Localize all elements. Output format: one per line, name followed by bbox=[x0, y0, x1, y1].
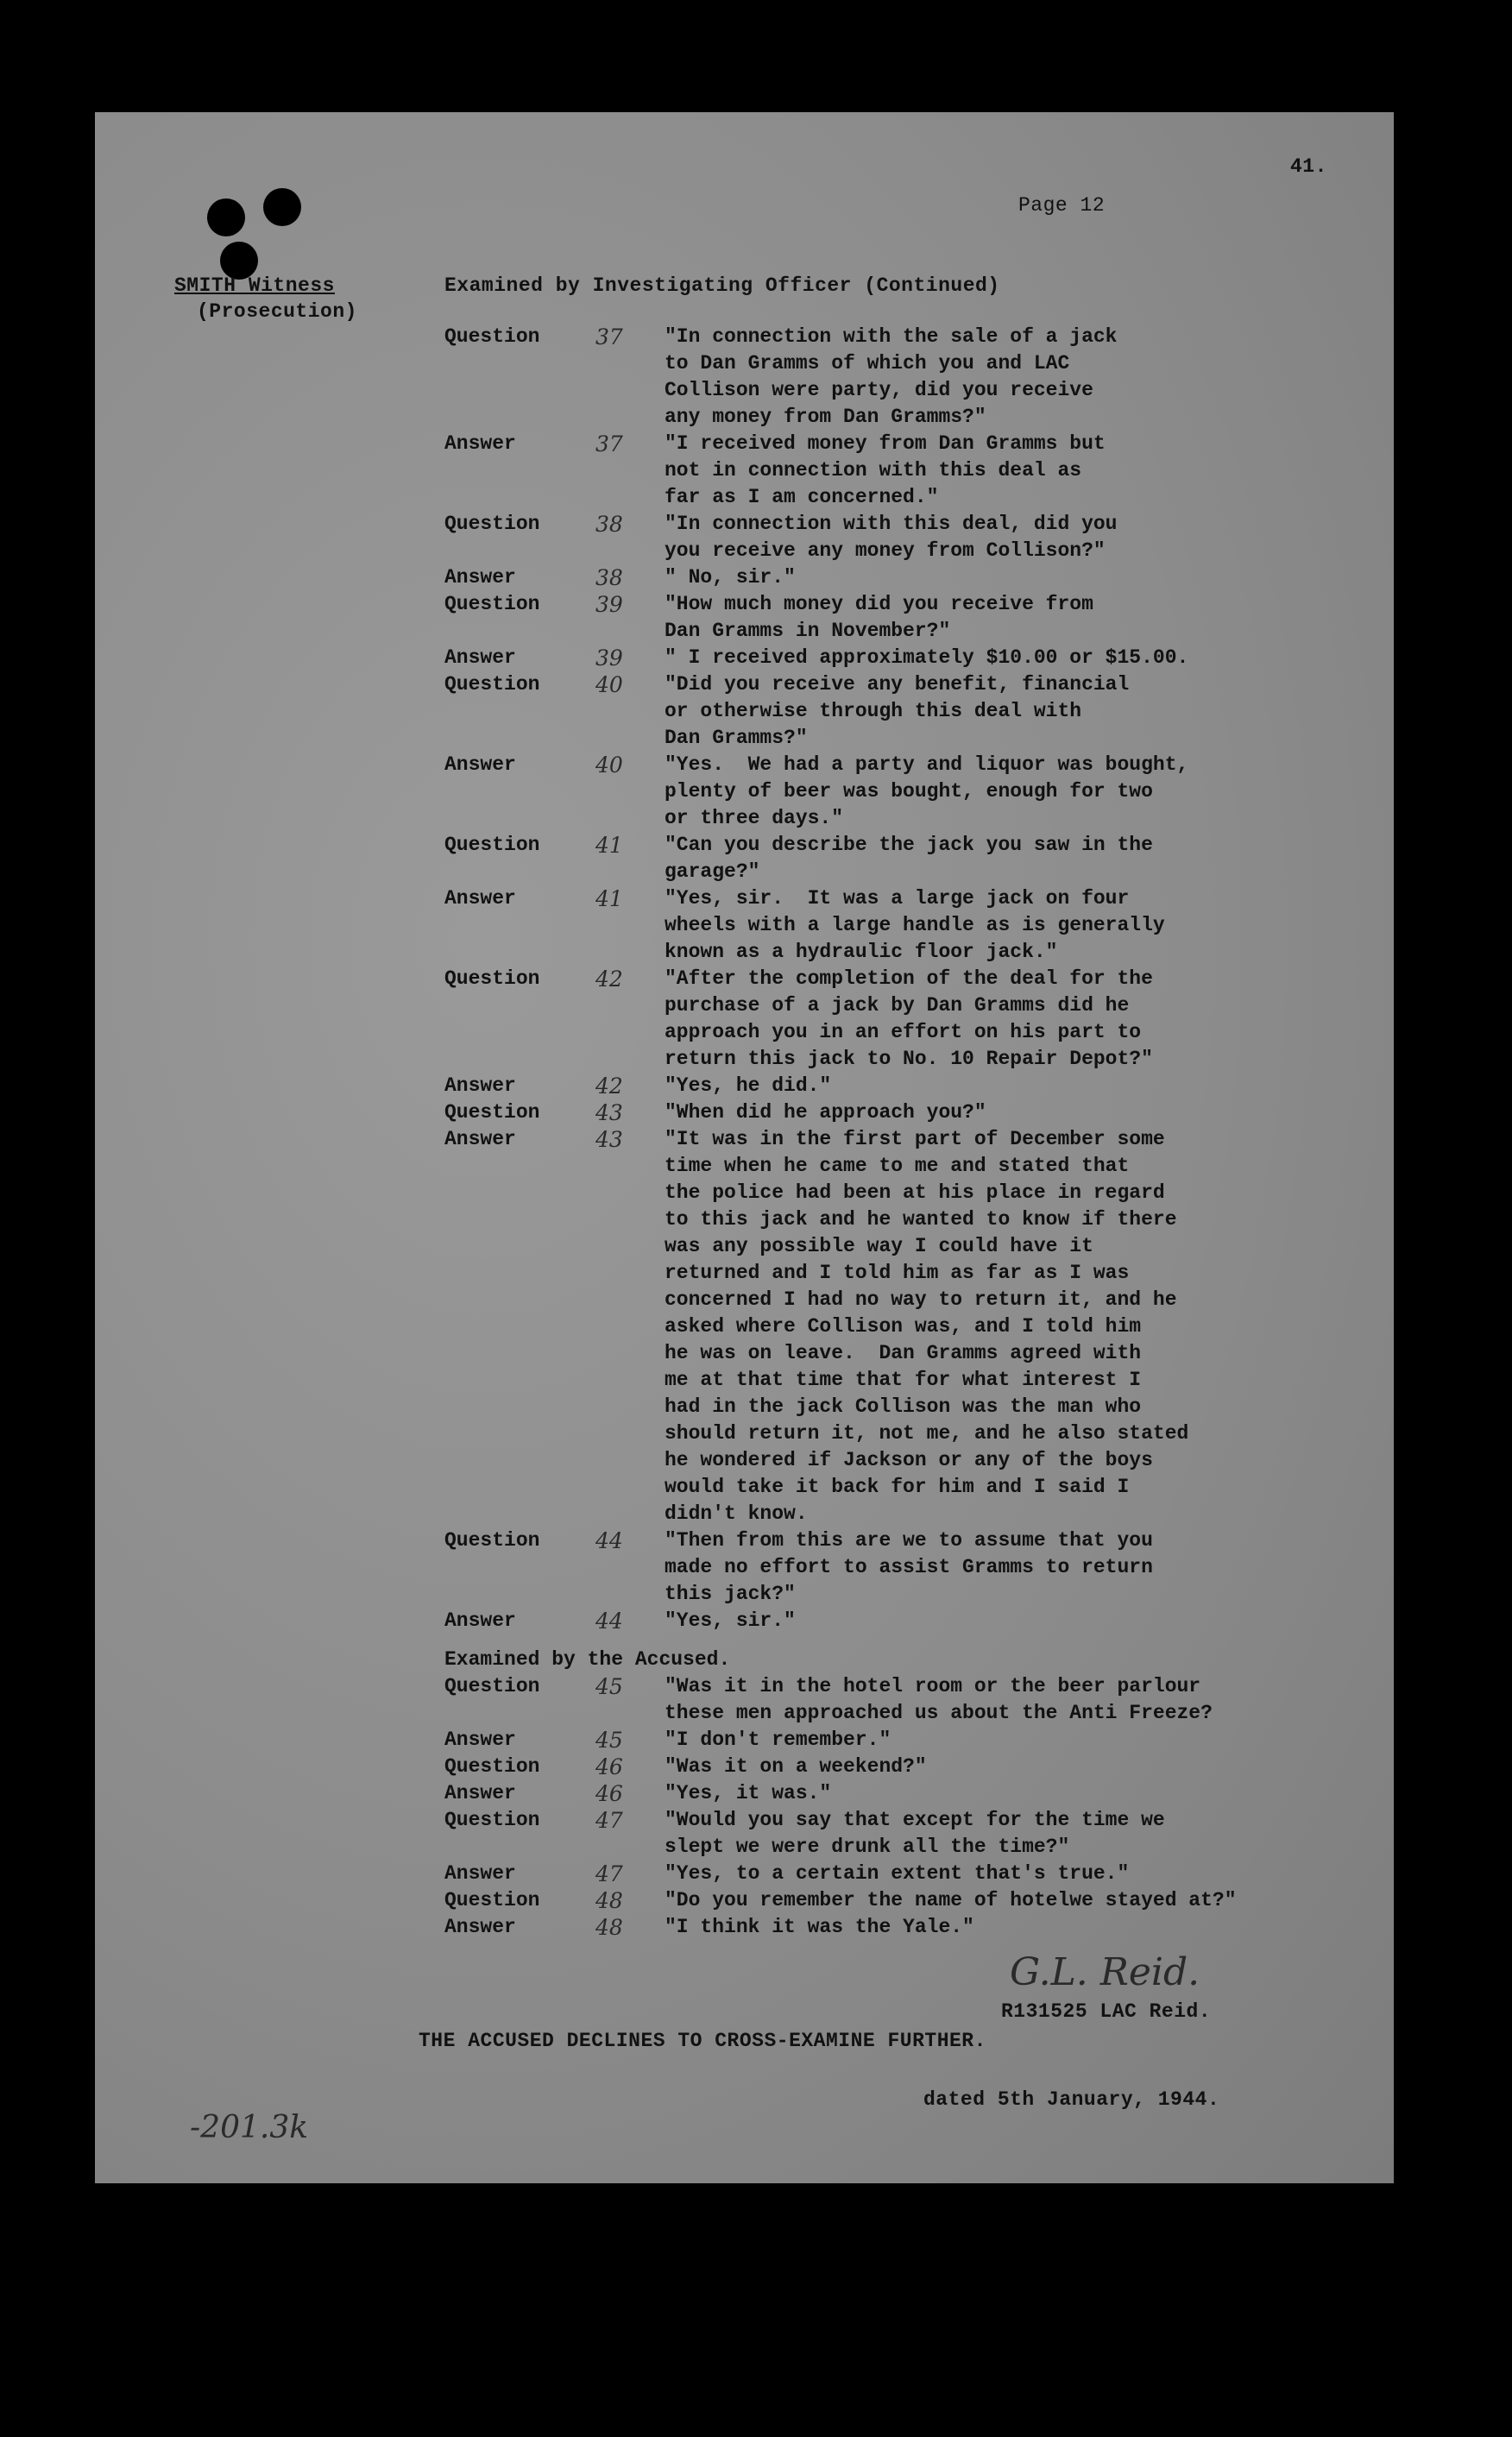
entry-number: 42 bbox=[595, 967, 623, 992]
signature: G.L. Reid. bbox=[1010, 1950, 1200, 1994]
qa-entry bbox=[444, 1887, 1351, 1914]
entry-text: " No, sir." bbox=[665, 566, 796, 589]
entry-label: Answer bbox=[444, 1862, 516, 1885]
qa-entry bbox=[444, 1754, 1351, 1780]
qa-entry bbox=[444, 671, 1351, 752]
entry-label: Question bbox=[444, 1889, 540, 1911]
entry-text: "Yes, sir." bbox=[665, 1609, 796, 1632]
entry-number: 46 bbox=[595, 1754, 623, 1779]
entry-number: 44 bbox=[595, 1528, 623, 1553]
entry-text: "Would you say that except for the time we slept we were drunk all the time?" bbox=[665, 1809, 1165, 1858]
signer-name: R131525 LAC Reid. bbox=[1001, 2000, 1212, 2023]
entry-number: 38 bbox=[595, 512, 623, 537]
entry-number: 48 bbox=[595, 1888, 623, 1913]
entry-text: "In connection with the sale of a jack to Dan Gramms of which you and LAC Collison were party, did you receive any money from Dan Gramms?" bbox=[665, 325, 1118, 428]
entry-text: "Yes, to a certain extent that's true." bbox=[665, 1862, 1130, 1885]
margin-note: -201.3k bbox=[190, 2110, 309, 2145]
entry-text: "Yes, he did." bbox=[665, 1074, 832, 1097]
document-page bbox=[95, 112, 1394, 2183]
punch-hole bbox=[263, 188, 301, 226]
qa-entry bbox=[444, 1126, 1351, 1527]
qa-entry bbox=[444, 431, 1351, 511]
entry-text: "When did he approach you?" bbox=[665, 1101, 986, 1124]
entry-number: 40 bbox=[595, 753, 623, 778]
entry-label: Question bbox=[444, 834, 540, 856]
entry-label: Question bbox=[444, 513, 540, 535]
date-line: dated 5th January, 1944. bbox=[923, 2088, 1220, 2111]
qa-entry bbox=[444, 1099, 1351, 1126]
entry-label: Question bbox=[444, 673, 540, 696]
entry-number: 41 bbox=[595, 833, 623, 858]
witness-label: SMITH Witness bbox=[174, 274, 335, 297]
entry-number: 41 bbox=[595, 886, 623, 911]
entry-text: " I received approximately $10.00 or $15.00. bbox=[665, 646, 1189, 669]
entry-label: Answer bbox=[444, 1128, 516, 1150]
qa-entry bbox=[444, 645, 1351, 671]
entry-label: Question bbox=[444, 325, 540, 348]
entry-number: 45 bbox=[595, 1674, 623, 1699]
entry-number: 47 bbox=[595, 1861, 623, 1886]
entry-label: Answer bbox=[444, 1782, 516, 1804]
entry-label: Answer bbox=[444, 1074, 516, 1097]
punch-hole bbox=[207, 198, 245, 236]
qa-entry bbox=[444, 564, 1351, 591]
entry-number: 43 bbox=[595, 1100, 623, 1125]
witness-role: (Prosecution) bbox=[197, 300, 357, 323]
entry-number: 37 bbox=[595, 324, 623, 349]
entry-text: "Did you receive any benefit, financial or otherwise through this deal with Dan Gramms?" bbox=[665, 673, 1130, 749]
qa-entry bbox=[444, 1914, 1351, 1941]
entry-number: 48 bbox=[595, 1915, 623, 1940]
entry-label: Answer bbox=[444, 753, 516, 776]
declines-statement: THE ACCUSED DECLINES TO CROSS-EXAMINE FURTHER. bbox=[419, 2030, 986, 2052]
qa-entry bbox=[444, 591, 1351, 645]
entry-text: "I received money from Dan Gramms but not in connection with this deal as far as I am concerned." bbox=[665, 432, 1106, 508]
qa-entry bbox=[444, 1073, 1351, 1099]
entry-label: Question bbox=[444, 1675, 540, 1697]
page-label: Page 12 bbox=[1018, 194, 1106, 217]
entry-text: "Was it in the hotel room or the beer parlour these men approached us about the Anti Freeze? bbox=[665, 1675, 1213, 1724]
entry-number: 46 bbox=[595, 1781, 623, 1806]
entry-label: Answer bbox=[444, 432, 516, 455]
qa-entry bbox=[444, 1673, 1351, 1727]
entry-text: "After the completion of the deal for the purchase of a jack by Dan Gramms did he approach you in an effort on his part to return this jack to No. 10 Repair Depot?" bbox=[665, 967, 1153, 1070]
entry-label: Question bbox=[444, 1529, 540, 1552]
entry-label: Answer bbox=[444, 1729, 516, 1751]
entry-number: 47 bbox=[595, 1808, 623, 1833]
entry-number: 44 bbox=[595, 1609, 623, 1634]
qa-entry bbox=[444, 1807, 1351, 1861]
entry-text: "It was in the first part of December some time when he came to me and stated that the police had been at his place in regard to this jack and he wanted to know if there was any possible way I could have it returned and I told him as far as I was concerned I had no way to return it, and he asked where Collison was, and I told him he was on leave. Dan Gramms agreed with me at that time that for what interest I had in the jack Collison was the man who should return it, not me, and he also stated he wondered if Jackson or any of the boys would take it back for him and I said I didn't know. bbox=[665, 1128, 1189, 1525]
entry-number: 45 bbox=[595, 1728, 623, 1753]
entry-label: Answer bbox=[444, 1609, 516, 1632]
qa-entry bbox=[444, 1608, 1351, 1634]
entry-text: "Can you describe the jack you saw in the garage?" bbox=[665, 834, 1153, 883]
entry-number: 39 bbox=[595, 645, 623, 671]
entry-label: Answer bbox=[444, 646, 516, 669]
entry-text: "I don't remember." bbox=[665, 1729, 891, 1751]
qa-entry bbox=[444, 1780, 1351, 1807]
entry-text: "How much money did you receive from Dan Gramms in November?" bbox=[665, 593, 1093, 642]
entry-number: 39 bbox=[595, 592, 623, 617]
entry-label: Question bbox=[444, 1755, 540, 1778]
entry-label: Question bbox=[444, 967, 540, 990]
entry-label: Question bbox=[444, 1101, 540, 1124]
qa-entry bbox=[444, 832, 1351, 885]
entry-label: Question bbox=[444, 1809, 540, 1831]
entry-label: Answer bbox=[444, 1916, 516, 1938]
entry-label: Answer bbox=[444, 887, 516, 910]
entry-text: "Was it on a weekend?" bbox=[665, 1755, 927, 1778]
entry-number: 38 bbox=[595, 565, 623, 590]
qa-entry bbox=[444, 966, 1351, 1073]
entry-text: "In connection with this deal, did you you receive any money from Collison?" bbox=[665, 513, 1118, 562]
entry-text: "Yes, it was." bbox=[665, 1782, 832, 1804]
entry-number: 40 bbox=[595, 672, 623, 697]
entry-text: "I think it was the Yale." bbox=[665, 1916, 974, 1938]
entry-text: "Yes, sir. It was a large jack on four wheels with a large handle as is generally known as a hydraulic floor jack." bbox=[665, 887, 1165, 963]
entry-label: Question bbox=[444, 593, 540, 615]
qa-entry bbox=[444, 1861, 1351, 1887]
qa-entry bbox=[444, 1727, 1351, 1754]
entry-number: 37 bbox=[595, 431, 623, 457]
entry-text: "Yes. We had a party and liquor was bought, plenty of beer was bought, enough for two or three days." bbox=[665, 753, 1189, 829]
entry-text: "Then from this are we to assume that you made no effort to assist Gramms to return this jack?" bbox=[665, 1529, 1153, 1605]
entry-label: Answer bbox=[444, 566, 516, 589]
qa-entry bbox=[444, 1527, 1351, 1608]
entry-text: "Do you remember the name of hotelwe stayed at?" bbox=[665, 1889, 1237, 1911]
folio-number: 41. bbox=[1290, 155, 1327, 178]
testimony-list bbox=[444, 324, 1351, 1941]
accused-heading: Examined by the Accused. bbox=[444, 1648, 731, 1671]
qa-entry bbox=[444, 885, 1351, 966]
qa-entry bbox=[444, 511, 1351, 564]
exam-heading: Examined by Investigating Officer (Continued) bbox=[444, 274, 1000, 297]
qa-entry bbox=[444, 324, 1351, 431]
entry-number: 42 bbox=[595, 1074, 623, 1099]
entry-number: 43 bbox=[595, 1127, 623, 1152]
qa-entry bbox=[444, 752, 1351, 832]
